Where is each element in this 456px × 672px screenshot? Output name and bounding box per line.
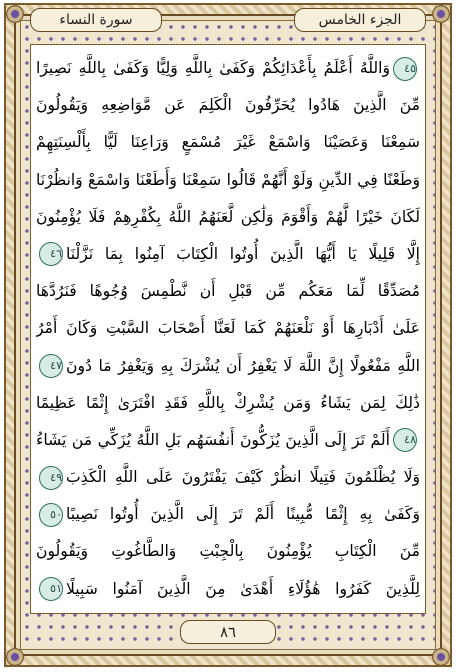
verse-text: وَكَفَىٰ بِهِ إِثْمًا مُّبِينًا أَلَمْ تَرَ إِلَى الَّذِينَ أُوتُوا نَصِيبًا <box>66 505 420 524</box>
verse-line <box>36 87 420 124</box>
juz-name: الجزء الخامس <box>294 8 426 32</box>
ayah-number-marker: ٤٥ <box>393 57 417 81</box>
page-number: ٨٦ <box>180 620 276 644</box>
verse-line <box>36 422 420 459</box>
verse-line <box>36 273 420 310</box>
ayah-number-marker: ٥٠ <box>39 503 63 527</box>
surah-name: سورة النساء <box>30 8 162 32</box>
page-header <box>30 8 426 34</box>
verse-text: عَلَىٰ أَدْبَارِهَا أَوْ نَلْعَنَهُمْ كَمَا لَعَنَّا أَصْحَابَ السَّبْتِ وَكَانَ أَمْرُ <box>36 319 420 338</box>
corner-ornament-icon <box>6 5 24 23</box>
verse-line <box>36 571 420 608</box>
verse-lines <box>36 50 420 608</box>
ayah-number-marker: ٥١ <box>39 577 63 601</box>
verse-text: سَمِعْنَا وَعَصَيْنَا وَاسْمَعْ غَيْرَ مُسْمَعٍ وَرَاعِنَا لَيًّا بِأَلْسِنَتِهِمْ <box>36 133 420 152</box>
ayah-number-marker: ٤٨ <box>393 428 417 452</box>
verse-line <box>36 459 420 496</box>
ayah-number-marker: ٤٩ <box>39 466 63 490</box>
verse-text: لِلَّذِينَ كَفَرُوا هَٰؤُلَاءِ أَهْدَىٰ مِنَ الَّذِينَ آمَنُوا سَبِيلًا <box>66 579 420 598</box>
verse-line <box>36 310 420 347</box>
verse-line <box>36 348 420 385</box>
verse-text: لَكَانَ خَيْرًا لَّهُمْ وَأَقْوَمَ وَلَٰكِن لَّعَنَهُمُ اللَّهُ بِكُفْرِهِمْ فَلَا يُؤْمِنُونَ <box>36 207 420 226</box>
corner-ornament-icon <box>432 648 450 666</box>
verse-line <box>36 496 420 533</box>
verse-line <box>36 162 420 199</box>
verse-line <box>36 50 420 87</box>
corner-ornament-icon <box>432 5 450 23</box>
verse-line <box>36 385 420 422</box>
verse-text: ذَٰلِكَ لِمَن يَشَاءُ وَمَن يُشْرِكْ بِاللَّهِ فَقَدِ افْتَرَىٰ إِثْمًا عَظِيمًا <box>36 393 420 412</box>
verse-line <box>36 236 420 273</box>
verse-text: إِلَّا قَلِيلًا يَا أَيُّهَا الَّذِينَ أُوتُوا الْكِتَابَ آمِنُوا بِمَا نَزَّلْنَا <box>66 244 420 263</box>
verse-text: وَاللَّهُ أَعْلَمُ بِأَعْدَائِكُمْ وَكَفَىٰ بِاللَّهِ وَلِيًّا وَكَفَىٰ بِاللَّهِ نَصِيرًا <box>36 59 390 77</box>
verse-text: أَلَمْ تَرَ إِلَى الَّذِينَ يُزَكُّونَ أَنفُسَهُم بَلِ اللَّهُ يُزَكِّي مَن يَشَاءُ <box>36 430 390 449</box>
verse-text: مِّنَ الْكِتَابِ يُؤْمِنُونَ بِالْجِبْتِ وَالطَّاغُوتِ وَيَقُولُونَ <box>36 542 420 561</box>
verse-line <box>36 124 420 161</box>
verse-text: مُصَدِّقًا لِّمَا مَعَكُم مِّن قَبْلِ أَن نَّطْمِسَ وُجُوهًا فَنَرُدَّهَا <box>36 282 420 301</box>
ayah-number-marker: ٤٦ <box>39 242 63 266</box>
verse-line <box>36 199 420 236</box>
verse-line <box>36 533 420 570</box>
ayah-number-marker: ٤٧ <box>39 354 63 378</box>
verse-text: مِّنَ الَّذِينَ هَادُوا يُحَرِّفُونَ الْكَلِمَ عَن مَّوَاضِعِهِ وَيَقُولُونَ <box>36 96 420 115</box>
corner-ornament-icon <box>6 648 24 666</box>
verse-text: اللَّهِ مَفْعُولًا إِنَّ اللَّهَ لَا يَغْفِرُ أَن يُشْرَكَ بِهِ وَيَغْفِرُ مَا دُونَ <box>66 356 420 375</box>
verse-text: وَلَا يُظْلَمُونَ فَتِيلًا انظُرْ كَيْفَ يَفْتَرُونَ عَلَى اللَّهِ الْكَذِبَ <box>66 468 420 487</box>
verse-text: وَطَعْنًا فِي الدِّينِ وَلَوْ أَنَّهُمْ قَالُوا سَمِعْنَا وَأَطَعْنَا وَاسْمَعْ وَانظُرْنَا <box>36 170 420 189</box>
